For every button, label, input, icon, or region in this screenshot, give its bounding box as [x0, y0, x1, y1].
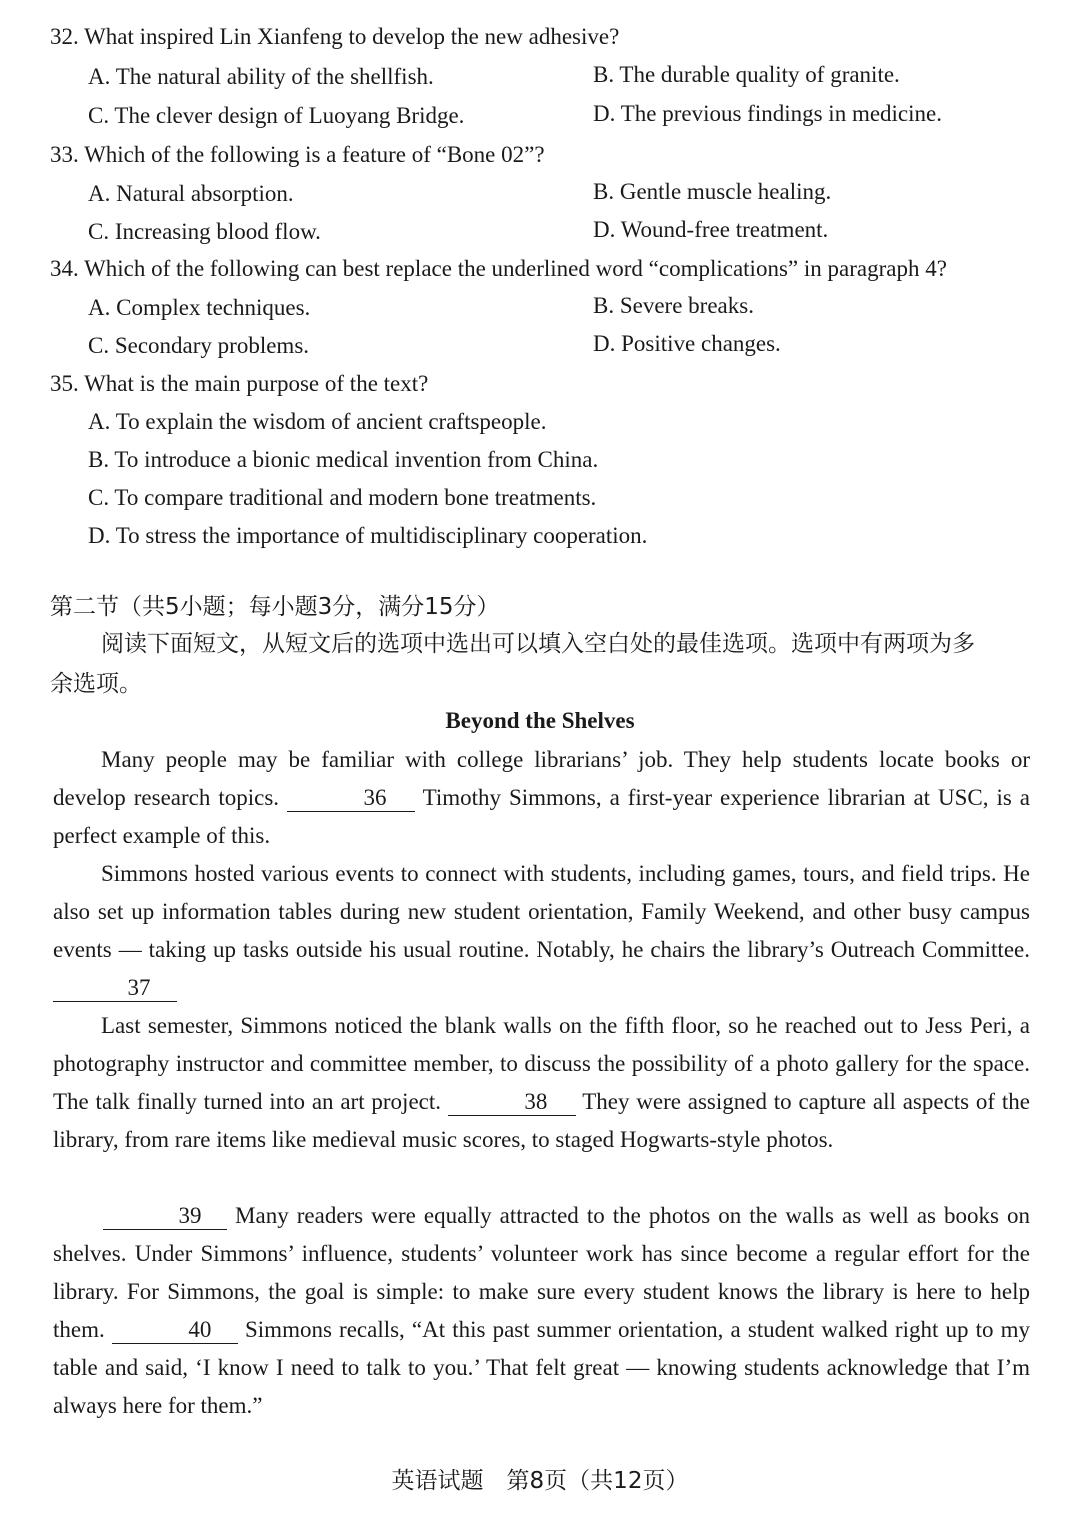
- question-32-option-b: B. The durable quality of granite.: [593, 62, 900, 87]
- paragraph-3-text-after: They were assigned to capture all aspects of the library, from rare items like medieval music scores, to staged Hogwarts-style photos.: [53, 1089, 1030, 1152]
- paragraph-4-text-after: Simmons recalls, “At this past summer orientation, a student walked right up to my table and said, ‘I know I need to talk to you.’ That felt great — knowing students acknowledge that I’m always here for them.”: [53, 1317, 1031, 1418]
- passage-paragraph-3: [53, 1007, 1030, 1159]
- paragraph-1-text-after: Timothy Simmons, a first-year experience librarian at USC, is a perfect example of this.: [53, 785, 1030, 848]
- question-33-option-a: A. Natural absorption.: [88, 181, 294, 206]
- question-33-stem: 33. Which of the following is a feature of “Bone 02”?: [50, 142, 545, 167]
- section-heading: 第二节（共5小题；每小题3分，满分15分）: [50, 594, 500, 620]
- question-32-stem: 32. What inspired Lin Xianfeng to develop the new adhesive?: [50, 24, 620, 49]
- question-34-option-c: C. Secondary problems.: [88, 333, 310, 358]
- question-33-option-c: C. Increasing blood flow.: [88, 219, 321, 244]
- question-34-option-d: D. Positive changes.: [593, 331, 781, 356]
- section-instruction-line1: 阅读下面短文，从短文后的选项中选出可以填入空白处的最佳选项。选项中有两项为多: [101, 631, 975, 657]
- paragraph-1-text-before: Many people may be familiar with college librarians’ job. They help students locate books or develop research topics.: [53, 747, 1030, 810]
- question-34-option-a: A. Complex techniques.: [88, 295, 311, 320]
- question-34-stem: 34. Which of the following can best replace the underlined word “complications” in paragraph 4?: [50, 256, 947, 281]
- question-35-option-c: C. To compare traditional and modern bone treatments.: [88, 485, 597, 510]
- paragraph-2-text: Simmons hosted various events to connect with students, including games, tours, and field trips. He also set up information tables during new student orientation, Family Weekend, and other busy campus events — taking up tasks outside his usual routine. Notably, he chairs the library’s Outreach Committee.: [53, 861, 1030, 962]
- passage-title: Beyond the Shelves: [445, 708, 635, 733]
- question-35-stem: 35. What is the main purpose of the text?: [50, 371, 429, 396]
- section-instruction-line2: 余选项。: [50, 671, 142, 697]
- question-35-option-b: B. To introduce a bionic medical invention from China.: [88, 447, 599, 472]
- question-34-option-b: B. Severe breaks.: [593, 293, 754, 318]
- question-32-option-d: D. The previous findings in medicine.: [593, 101, 942, 126]
- blank-40: 40: [112, 1317, 238, 1344]
- question-32-option-a: A. The natural ability of the shellfish.: [88, 64, 434, 89]
- blank-36: 36: [287, 785, 415, 812]
- page-footer: 英语试题 第8页（共12页）: [391, 1468, 689, 1494]
- blank-39: 39: [103, 1203, 227, 1230]
- blank-38: 38: [448, 1089, 576, 1116]
- passage-paragraph-4: [53, 1197, 1030, 1425]
- paragraph-4-text-middle: Many readers were equally attracted to the photos on the walls as well as books on shelves. Under Simmons’ influence, students’ volunteer work has since become a regular effort for the library. For Simmons, the goal is simple: to make sure every student knows the library is here to help them.: [53, 1203, 1031, 1342]
- question-35-option-d: D. To stress the importance of multidisciplinary cooperation.: [88, 523, 648, 548]
- question-33-option-b: B. Gentle muscle healing.: [593, 179, 832, 204]
- question-32-option-c: C. The clever design of Luoyang Bridge.: [88, 103, 465, 128]
- blank-37: 37: [53, 975, 177, 1002]
- passage-paragraph-1: [53, 741, 1030, 855]
- question-33-option-d: D. Wound-free treatment.: [593, 217, 829, 242]
- paragraph-3-text-before: Last semester, Simmons noticed the blank walls on the fifth floor, so he reached out to Jess Peri, a photography instructor and committee member, to discuss the possibility of a photo gallery for the space. The talk finally turned into an art project.: [53, 1013, 1030, 1114]
- question-35-option-a: A. To explain the wisdom of ancient craftspeople.: [88, 409, 547, 434]
- passage-paragraph-2: [53, 855, 1030, 1007]
